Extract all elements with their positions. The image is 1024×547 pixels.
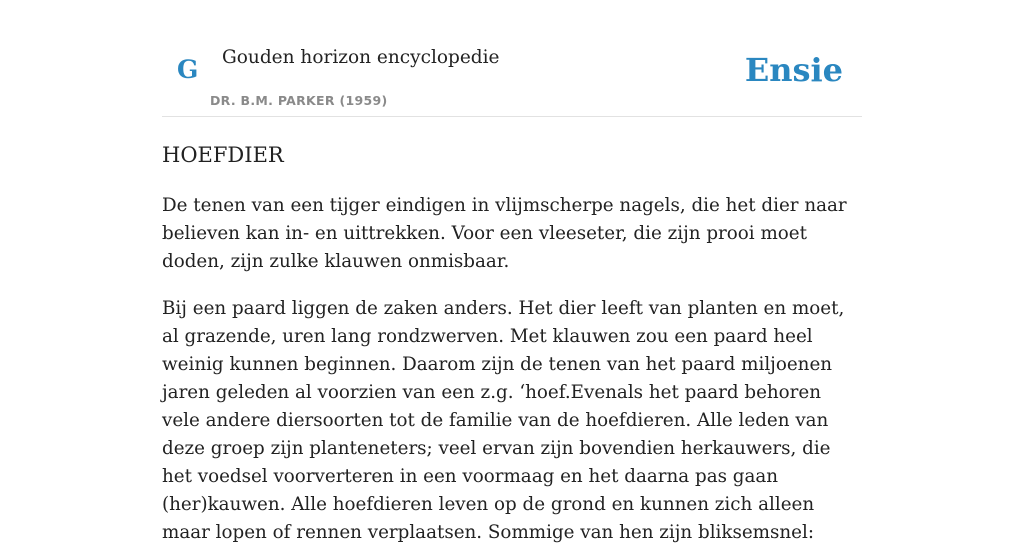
entry-title: HOEFDIER (162, 143, 284, 167)
page-header (162, 0, 862, 117)
entry-paragraph: De tenen van een tijger eindigen in vlijmscherpe nagels, die het dier naar believen kan in- en uittrekken. Voor een vleeseter, die zijn prooi moet doden, zijn zulke klauwen onmisbaar. (162, 195, 847, 272)
source-title[interactable]: Gouden horizon encyclopedie (222, 47, 500, 68)
article (162, 136, 862, 547)
entry-paragraph: Bij een paard liggen de zaken anders. Het dier leeft van planten en moet, al grazende, uren lang rondzwerven. Met klauwen zou een paard heel weinig kunnen beginnen. Daarom zijn de tenen van het paard miljoenen jaren geleden al voorzien van een z.g. ‘hoef.Evenals het paard behoren vele andere diersoorten tot de familie van de hoefdieren. Alle leden van deze groep zijn planteneters; veel ervan zijn bovendien herkauwers, die het voedsel voorverteren in een voormaag en het daarna pas gaan (her)kauwen. Alle hoefdieren leven op de grond en kunnen zich alleen maar lopen of rennen verplaatsen. Sommige van hen zijn bliksemsnel: (162, 298, 845, 543)
brand-logo[interactable]: Ensie (744, 51, 843, 89)
source-author: DR. B.M. PARKER (1959) (210, 93, 388, 108)
source-logo[interactable]: G (177, 55, 199, 84)
